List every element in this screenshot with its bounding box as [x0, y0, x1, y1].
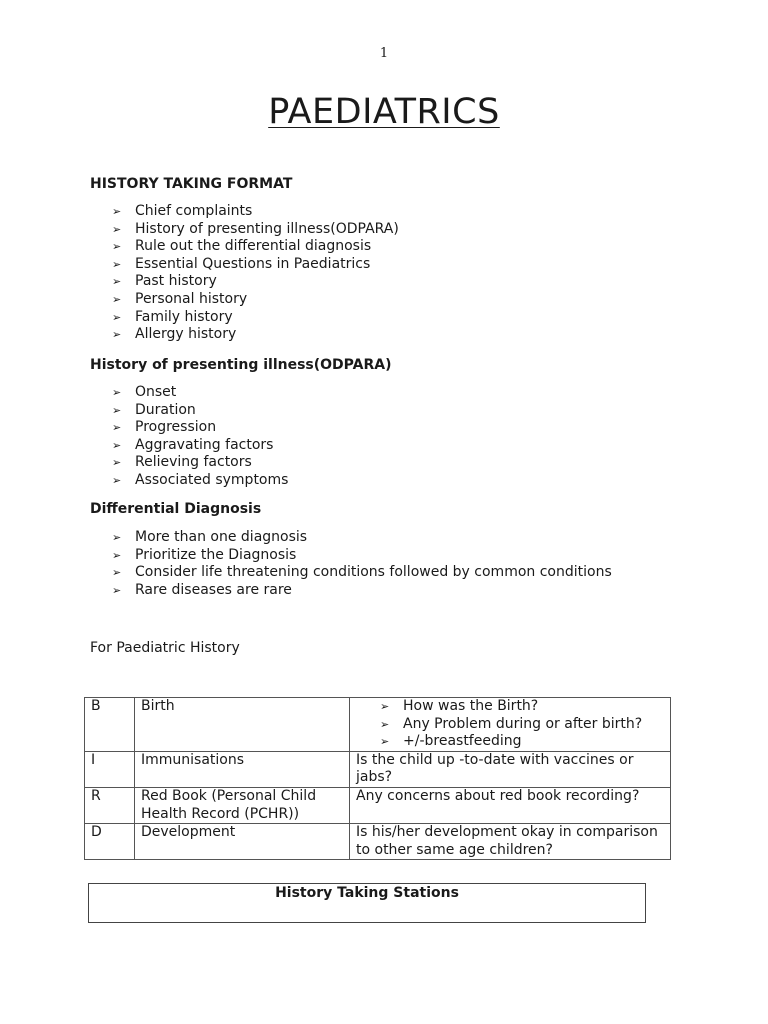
list-item-text: Onset	[135, 384, 177, 400]
list-item	[112, 564, 612, 582]
arrow-bullet-icon: ➢	[112, 438, 122, 452]
row-topic: Birth	[135, 698, 350, 752]
row-detail: Is his/her development okay in comparison to other same age children?	[350, 824, 671, 860]
arrow-bullet-icon: ➢	[112, 222, 122, 236]
row-detail: Any concerns about red book recording?	[350, 787, 671, 823]
table-row	[85, 787, 671, 823]
paediatric-intro: For Paediatric History	[90, 640, 240, 656]
list-item-text: Progression	[135, 419, 217, 436]
row-letter: R	[85, 787, 135, 823]
arrow-bullet-icon: ➢	[112, 257, 122, 271]
row-letter: I	[85, 751, 135, 787]
list-item	[112, 582, 612, 600]
arrow-bullet-icon: ➢	[112, 403, 122, 417]
list-item	[112, 238, 399, 256]
list-item	[112, 384, 288, 402]
row-letter: D	[85, 824, 135, 860]
format-heading: HISTORY TAKING FORMAT	[90, 176, 293, 192]
page-number: 1	[379, 46, 389, 61]
list-item-text: Family history	[135, 308, 233, 325]
list-item-text: Aggravating factors	[135, 436, 274, 453]
arrow-bullet-icon: ➢	[112, 386, 122, 399]
list-item	[112, 291, 399, 309]
list-item	[380, 698, 664, 716]
arrow-bullet-icon: ➢	[380, 700, 390, 713]
list-item	[112, 437, 288, 455]
birds-table	[84, 697, 671, 860]
arrow-bullet-icon: ➢	[112, 240, 122, 254]
list-item-text: Consider life threatening conditions followed by common conditions	[135, 564, 612, 581]
list-item	[112, 256, 399, 274]
table-row	[85, 698, 671, 752]
list-item	[112, 309, 399, 327]
odpara-heading: History of presenting illness(ODPARA)	[90, 357, 392, 373]
list-item-text: Past history	[135, 273, 217, 290]
arrow-bullet-icon: ➢	[380, 735, 390, 749]
arrow-bullet-icon: ➢	[112, 583, 122, 597]
list-item-text: Relieving factors	[135, 454, 252, 471]
row-detail	[350, 698, 671, 752]
history-stations-box	[88, 883, 646, 923]
arrow-bullet-icon: ➢	[112, 292, 122, 306]
list-item	[112, 221, 399, 239]
ddx-heading: Differential Diagnosis	[90, 501, 262, 517]
odpara-list	[112, 384, 288, 490]
row-topic: Red Book (Personal Child Health Record (PCHR))	[135, 787, 350, 823]
row-letter: B	[85, 698, 135, 752]
list-item	[112, 273, 399, 291]
list-item	[112, 326, 399, 344]
list-item	[380, 716, 664, 734]
list-item-text: Personal history	[135, 290, 248, 307]
list-item-text: Chief complaints	[135, 203, 253, 219]
list-item	[112, 547, 612, 565]
list-item-text: Prioritize the Diagnosis	[135, 546, 297, 563]
list-item-text: Rule out the differential diagnosis	[135, 238, 372, 255]
row-topic: Immunisations	[135, 751, 350, 787]
list-item	[112, 529, 612, 547]
arrow-bullet-icon: ➢	[112, 421, 122, 435]
list-item-text: Rare diseases are rare	[135, 581, 292, 598]
list-item-text: Allergy history	[135, 326, 237, 343]
list-item-text: +/-breastfeeding	[403, 733, 522, 750]
arrow-bullet-icon: ➢	[380, 717, 390, 731]
arrow-bullet-icon: ➢	[112, 275, 122, 289]
list-item-text: Any Problem during or after birth?	[403, 715, 643, 732]
page-title: PAEDIATRICS	[268, 92, 500, 132]
table-row	[85, 751, 671, 787]
arrow-bullet-icon: ➢	[112, 531, 122, 544]
arrow-bullet-icon: ➢	[112, 328, 122, 342]
format-list	[112, 203, 399, 344]
arrow-bullet-icon: ➢	[112, 566, 122, 580]
list-item-text: Associated symptoms	[135, 471, 289, 488]
arrow-bullet-icon: ➢	[112, 456, 122, 470]
list-item	[112, 419, 288, 437]
history-stations-title: History Taking Stations	[275, 885, 459, 901]
row-topic: Development	[135, 824, 350, 860]
detail-list	[356, 698, 664, 751]
list-item-text: More than one diagnosis	[135, 529, 308, 545]
list-item	[112, 203, 399, 221]
row-detail: Is the child up -to-date with vaccines or jabs?	[350, 751, 671, 787]
list-item	[112, 454, 288, 472]
list-item	[112, 402, 288, 420]
table-row	[85, 824, 671, 860]
arrow-bullet-icon: ➢	[112, 548, 122, 562]
list-item	[112, 472, 288, 490]
list-item-text: How was the Birth?	[403, 698, 539, 714]
arrow-bullet-icon: ➢	[112, 205, 122, 218]
ddx-list	[112, 529, 612, 599]
list-item-text: History of presenting illness(ODPARA)	[135, 220, 399, 237]
arrow-bullet-icon: ➢	[112, 310, 122, 324]
list-item-text: Duration	[135, 401, 196, 418]
arrow-bullet-icon: ➢	[112, 473, 122, 487]
list-item-text: Essential Questions in Paediatrics	[135, 255, 371, 272]
list-item	[380, 733, 664, 751]
